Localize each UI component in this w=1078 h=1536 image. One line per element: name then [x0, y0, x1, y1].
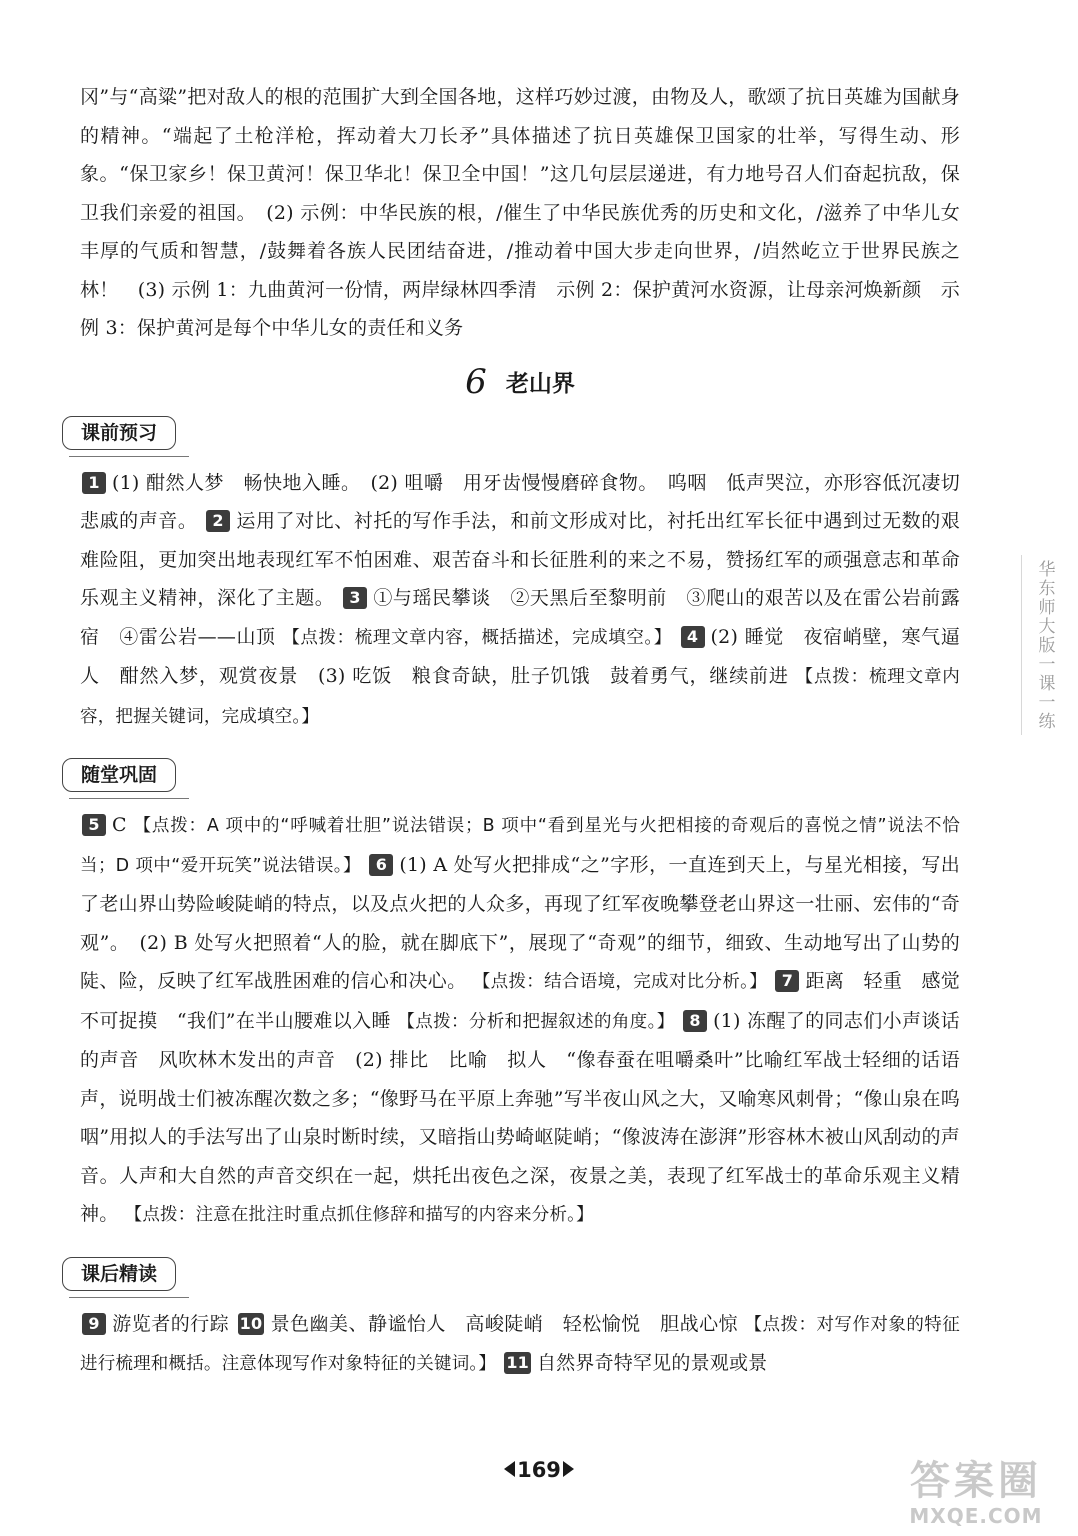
hint-note: 【点拨：分析和把握叙述的角度。】 [397, 1011, 675, 1032]
hint-note: 【点拨：梳理文章内容，把握关键词，完成填空。】 [80, 667, 960, 727]
triangle-left-icon [504, 1461, 515, 1477]
lesson-number: 6 [465, 361, 487, 402]
section-title-preview: 课前预习 [62, 416, 176, 450]
section-in-class [80, 754, 980, 1235]
answer-text: 景色幽美、静谧怡人 高峻陡峭 轻松愉悦 胆战心惊 [270, 1312, 739, 1335]
question-number-badge: 4 [681, 626, 705, 648]
page-number-text: 169 [517, 1458, 561, 1482]
answer-text: (2) 睡觉 夜宿峭壁，寒气逼人 酣然入梦，观赏夜景 (3) 吃饭 粮食奇缺，肚子饥饿 鼓着勇气，继续前进 [80, 625, 960, 687]
answer-text: 游览者的行踪 [112, 1312, 230, 1335]
question-number-badge: 3 [343, 587, 367, 609]
answer-text: C [112, 814, 127, 836]
section-after-class [80, 1253, 960, 1384]
lesson-title [80, 362, 960, 402]
answer-text: 自然界奇特罕见的景观或景 [536, 1352, 768, 1374]
answer-text: ①与瑶民攀谈 ②天黑后至黎明前 ③爬山的艰苦以及在雷公岩前露宿 ④雷公岩——山顶 [80, 587, 960, 648]
section-preview-body [80, 464, 960, 737]
section-preview [80, 412, 960, 737]
watermark [886, 1432, 1066, 1528]
question-number-badge: 2 [206, 510, 230, 532]
lesson-name: 老山界 [505, 370, 575, 397]
question-number-badge: 11 [506, 1353, 529, 1372]
answer-text: (1) 酣然人梦 畅快地入睡。 (2) 咀嚼 用牙齿慢慢磨碎食物。 呜咽 低声哭泣，亦形容低沉凄切悲戚的声音。 [80, 471, 960, 532]
question-number-badge: 9 [82, 1313, 106, 1335]
answer-text: (1) 冻醒了的同志们小声谈话的声音 风吹林木发出的声音 (2) 排比 比喻 拟人 “像春蚕在咀嚼桑叶”比喻红军战士轻细的话语声，说明战士们被冻醒次数之多；“像野马在平原上奔驰”写半夜山风之大，又喻寒风刺骨；“像山泉在呜咽”用拟人的手法写出了山泉时断时续，又暗指山势崎岖陡峭；“像波涛在澎湃”形容林木被山风刮动的声音。人声和大自然的声音交织在一起，烘托出夜色之深，夜景之美，表现了红军战士的革命乐观主义精神。 [80, 1009, 960, 1225]
triangle-right-icon [563, 1461, 574, 1477]
watermark-site: MXQE.COM [909, 1504, 1043, 1528]
question-number-badge: 8 [683, 1010, 707, 1032]
question-number-badge: 10 [239, 1313, 263, 1333]
section-title-in-class: 随堂巩固 [62, 758, 176, 792]
question-number-badge: 6 [369, 854, 393, 876]
hint-note: 【点拨：结合语境，完成对比分析。】 [472, 972, 768, 992]
question-number-badge: 5 [82, 814, 106, 836]
answer-text: 运用了对比、衬托的写作手法，和前文形成对比，衬托出红军长征中遇到过无数的艰难险阻，更加突出地表现红军不怕困难、艰苦奋斗和长征胜利的来之不易，赞扬红军的顽强意志和革命乐观主义精神，深化了主题。 [80, 510, 960, 609]
hint-note: 【点拨：注意在批注时重点抓住修辞和描写的内容来分析。】 [124, 1205, 594, 1225]
page-content [80, 78, 980, 1384]
watermark-logo: 答案圈 [910, 1458, 1042, 1504]
question-number-badge: 1 [82, 472, 106, 494]
section-after-class-body [80, 1305, 960, 1384]
intro-paragraph [80, 78, 960, 348]
intro-text: 冈”与“高粱”把对敌人的根的范围扩大到全国各地，这样巧妙过渡，由物及人，歌颂了抗日英雄为国献身的精神。“端起了土枪洋枪，挥动着大刀长矛”具体描述了抗日英雄保卫国家的壮举，写得生动、形象。“保卫家乡！保卫黄河！保卫华北！保卫全中国！”这几句层层递进，有力地号召人们奋起抗敌，保卫我们亲爱的祖国。 (2) 示例：中华民族的根，/催生了中华民族优秀的历史和文化，/滋养了中华儿女丰厚的气质和智慧，/鼓舞着各族人民团结奋进，/推动着中国大步走向世界，/岿然屹立于世界民族之林！ (3) 示例 1：九曲黄河一份情，两岸绿林四季清 示例 2：保护黄河水资源，让母亲河焕新颜 示例 3：保护黄河是每个中华儿女的责任和义务 [80, 86, 960, 339]
section-in-class-body [80, 806, 980, 1235]
answer-text: 距离 轻重 感觉 不可捉摸 “我们”在半山腰难以入睡 [80, 970, 980, 1032]
question-number-badge: 7 [775, 970, 799, 992]
answer-text: (1) A 处写火把排成“之”字形，一直连到天上，与星光相接，写出了老山界山势险峻陡峭的特点，以及点火把的人众多，再现了红军夜晚攀登老山界这一壮丽、宏伟的“奇观”。 (2) B 处写火把照着“人的脸，就在脚底下”，展现了“奇观”的细节，细致、生动地写出了山势的陡、险，反映了红军战胜困难的信心和决心。 [80, 853, 960, 992]
hint-note: 【点拨：A 项中的“呼喊着壮胆”说法错误；B 项中“看到星光与火把相接的奇观后的喜悦之情”说法不恰当；D 项中“爱开玩笑”说法错误。】 [80, 816, 960, 876]
side-tab-series-name: 华东师大版一课一练 [1021, 555, 1068, 735]
section-title-after-class: 课后精读 [62, 1257, 176, 1291]
hint-note: 【点拨：梳理文章内容，概括描述，完成填空。】 [282, 627, 672, 648]
hint-note: 【点拨：对写作对象的特征进行梳理和概括。注意体现写作对象特征的关键词。】 [80, 1314, 960, 1374]
